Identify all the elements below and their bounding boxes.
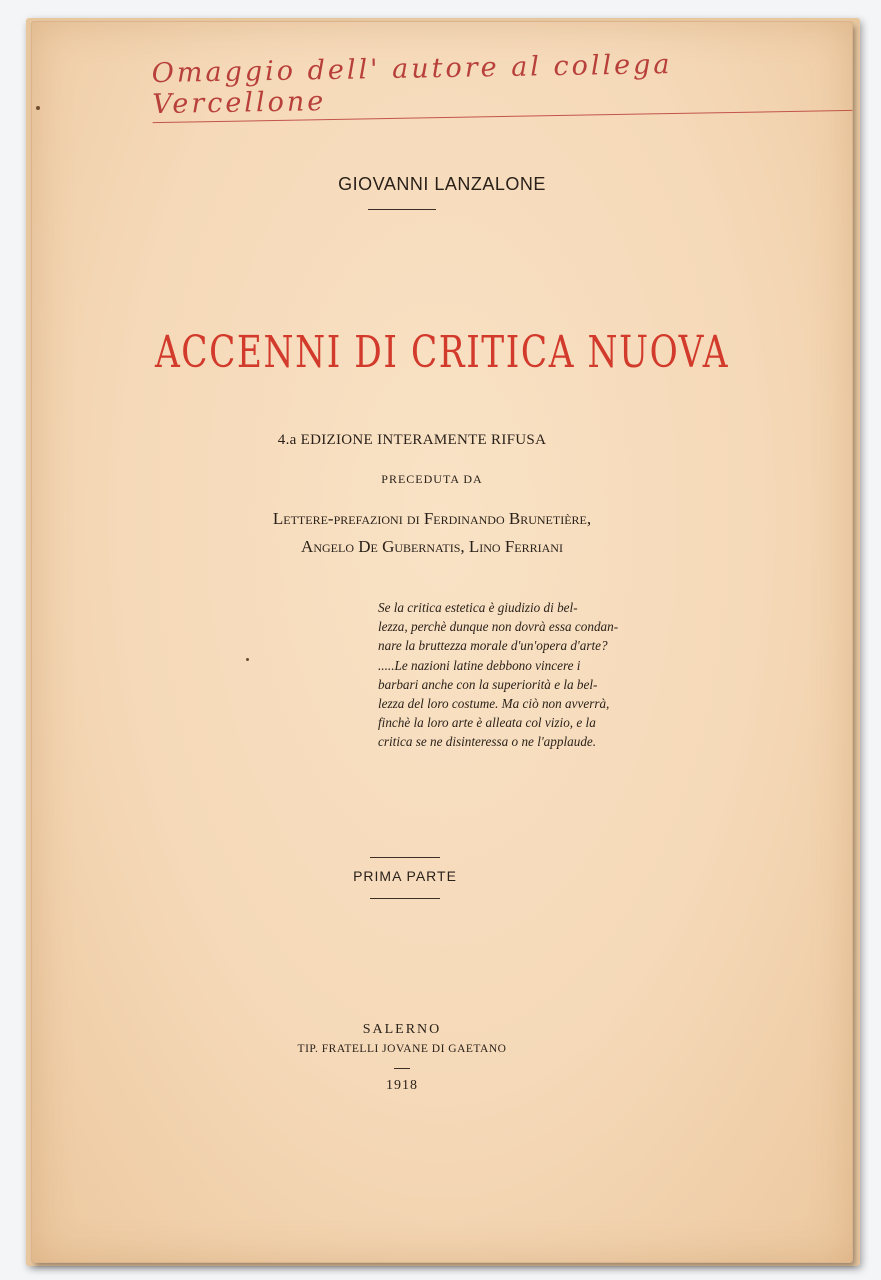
prefaces-line-2: Angelo De Gubernatis, Lino Ferriani bbox=[301, 537, 563, 556]
year-rule bbox=[394, 1068, 410, 1069]
paper-spot bbox=[36, 106, 40, 110]
epigraph-line: critica se ne disinteressa o ne l'applaude. bbox=[378, 734, 597, 750]
part-rule-top bbox=[370, 857, 440, 858]
book-title: ACCENNI DI CRITICA NUOVA bbox=[154, 327, 730, 378]
epigraph-line: finchè la loro arte è alleata col vizio, e la bbox=[378, 715, 596, 731]
epigraph-line: barbari anche con la superiorità e la bel- bbox=[378, 676, 598, 692]
printer-name: TIP. FRATELLI JOVANE DI GAETANO bbox=[297, 1043, 507, 1055]
epigraph-line: .....Le nazioni latine debbono vincere i bbox=[378, 657, 581, 673]
paper-spot bbox=[246, 658, 249, 661]
book-cover bbox=[32, 22, 852, 1262]
epigraph-line: Se la critica estetica è giudizio di bel- bbox=[378, 600, 578, 615]
prefaces-line-1: Lettere-prefazioni di Ferdinando Brunetière, bbox=[272, 509, 592, 528]
part-rule-bottom bbox=[370, 898, 440, 899]
epigraph-line: nare la bruttezza morale d'un'opera d'arte? bbox=[378, 638, 608, 654]
preceded-by-line: PRECEDUTA DA bbox=[381, 472, 483, 486]
epigraph-line: lezza, perchè dunque non dovrà essa condan- bbox=[378, 619, 619, 635]
epigraph-line: lezza del loro costume. Ma ciò non avverrà, bbox=[378, 696, 610, 712]
author-name: GIOVANNI LANZALONE bbox=[338, 174, 546, 194]
publication-city: SALERNO bbox=[362, 1022, 442, 1037]
epigraph bbox=[378, 598, 678, 752]
publication-year: 1918 bbox=[386, 1078, 418, 1093]
author-underline bbox=[368, 209, 436, 210]
edition-line: 4.a EDIZIONE INTERAMENTE RIFUSA bbox=[277, 432, 547, 448]
part-label: PRIMA PARTE bbox=[353, 868, 457, 884]
handwritten-inscription: Omaggio dell' autore al collega Vercellone bbox=[151, 46, 852, 123]
prefaces-block bbox=[32, 505, 832, 561]
